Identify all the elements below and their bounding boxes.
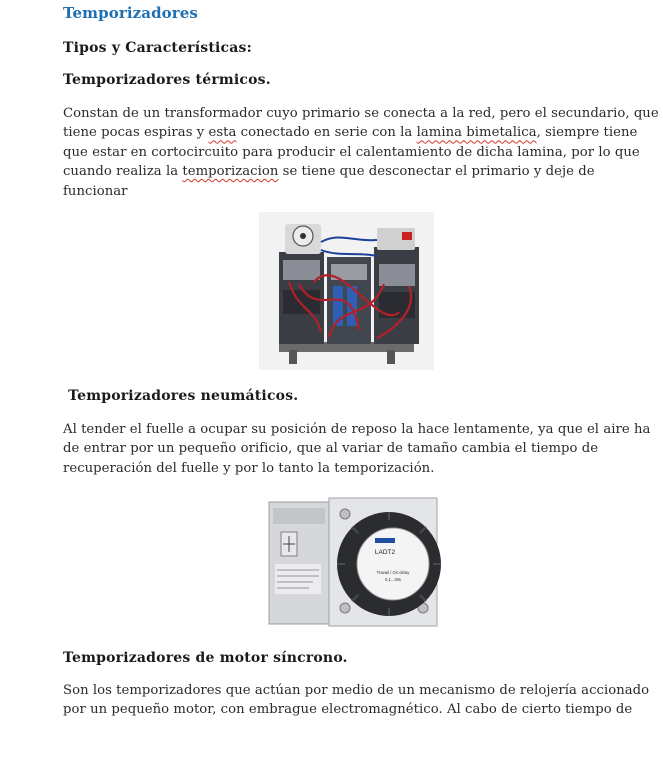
text-run: que estar en cortocircuito para producir el calentamiento de dicha lamina, por lo que [63, 144, 640, 160]
text-line [63, 162, 659, 181]
paragraph-motor-sincrono [63, 681, 649, 720]
subtitle: Tipos y Características: [63, 40, 252, 56]
text-run: tiene pocas espiras y [63, 125, 209, 141]
section-heading-neumaticos: Temporizadores neumáticos. [63, 388, 299, 404]
text-line [63, 123, 659, 142]
text-run: , siempre tiene [536, 125, 638, 141]
misspelled-word: esta [208, 125, 237, 141]
paragraph-neumaticos [63, 420, 650, 478]
section-heading-termicos: Temporizadores térmicos. [63, 72, 271, 88]
text-line [63, 104, 659, 123]
text-line [63, 420, 650, 439]
text-run: Son los temporizadores que actúan por medio de un mecanismo de relojería accionado [63, 683, 650, 698]
code-label: 67 [421, 538, 427, 544]
text-run: por un pequeño motor, con embrague electromagnético. Al cabo de cierto tiempo de [63, 702, 633, 718]
text-run: de entrar por un pequeño orificio, que al variar de tamaño cambia el tiempo de [63, 441, 599, 457]
text-line [63, 143, 659, 162]
dial-mode-label: Travail / On delay [376, 570, 410, 575]
paragraph-termicos [63, 104, 659, 201]
thermal-timer-photo [259, 212, 434, 370]
document-title: Temporizadores [63, 4, 198, 22]
text-run: funcionar [63, 183, 128, 199]
dial-range-label: 0,1...30s [384, 577, 402, 582]
text-line [63, 439, 650, 458]
text-run: se tiene que desconectar el primario y deje de [278, 164, 595, 180]
misspelled-word: temporizacion [182, 164, 279, 180]
text-run: cuando realiza la [63, 164, 183, 180]
misspelled-word: lamina bimetalica [416, 125, 537, 141]
text-line [63, 459, 650, 478]
text-run: Constan de un transformador cuyo primario se conecta a la red, pero el secundario, que [63, 106, 659, 121]
text-line [63, 700, 649, 719]
pneumatic-timer-photo [263, 494, 443, 630]
text-line [63, 681, 649, 700]
text-run: Al tender el fuelle a ocupar su posición de reposo la hace lentamente, ya que el aire ha [63, 422, 651, 437]
text-run: recuperación del fuelle y por lo tanto la temporización. [63, 460, 435, 476]
section-heading-motor-sincrono: Temporizadores de motor síncrono. [63, 650, 348, 666]
terminal-label: 5.1 [415, 524, 422, 530]
dial-model-label: LADT2 [374, 549, 396, 556]
text-run: conectado en serie con la [236, 125, 417, 141]
text-line [63, 182, 659, 201]
